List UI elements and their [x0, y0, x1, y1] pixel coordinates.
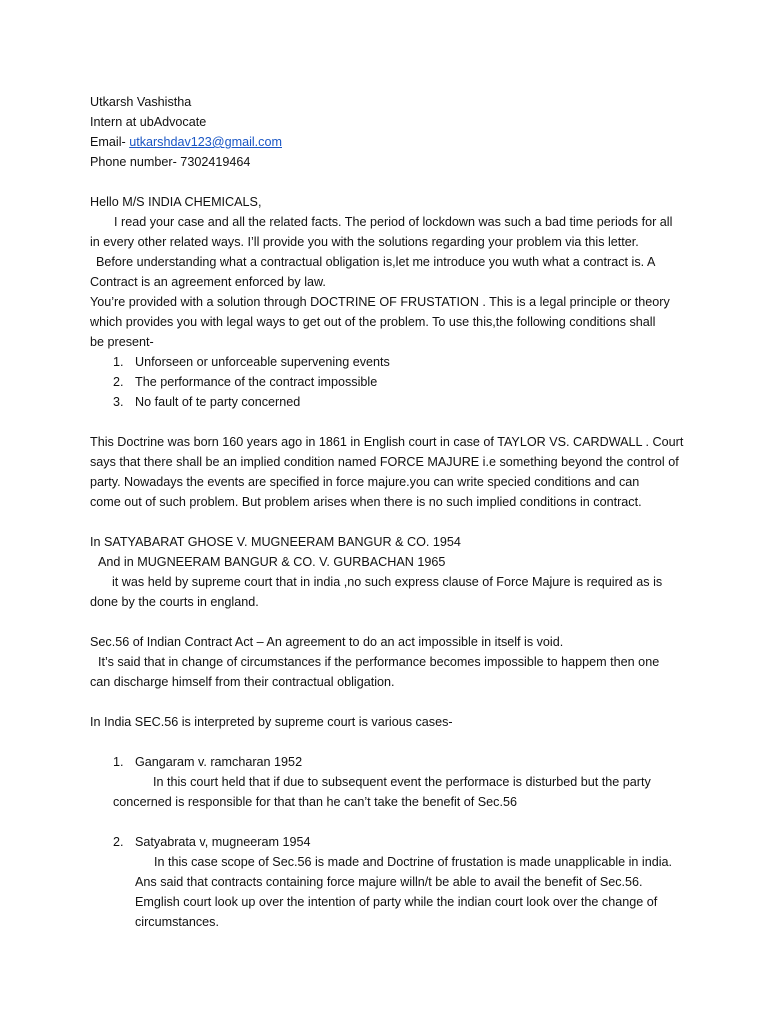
list-number: 2.	[113, 835, 124, 849]
doctrine-line: come out of such problem. But problem arises when there is no such implied conditions in contract.	[90, 495, 642, 509]
spacer	[90, 412, 690, 432]
spacer	[90, 512, 690, 532]
doctrine-line: party. Nowadays the events are specified in force majure.you can write specied conditions and can	[90, 475, 640, 489]
cases-line: done by the courts in england.	[90, 595, 259, 609]
case-title: Gangaram v. ramcharan 1952	[135, 755, 303, 769]
intro-line: You’re provided with a solution through DOCTRINE OF FRUSTATION . This is a legal principle or theory	[90, 295, 670, 309]
spacer	[90, 732, 690, 752]
sender-phone: Phone number- 7302419464	[90, 155, 251, 169]
intro-line: Contract is an agreement enforced by law.	[90, 275, 326, 289]
email-label: Email-	[90, 135, 130, 149]
list-text: Unforseen or unforceable supervening events	[135, 355, 390, 369]
case-text-line: In this case scope of Sec.56 is made and Doctrine of frustation is made unapplicable in india.	[154, 855, 673, 869]
list-number: 1.	[113, 355, 124, 369]
email-link[interactable]: utkarshdav123@gmail.com	[129, 135, 282, 149]
sec56-line: It’s said that in change of circumstances if the performance becomes impossible to happem then one	[98, 655, 660, 669]
list-number: 3.	[113, 395, 124, 409]
list-text: The performance of the contract impossible	[135, 375, 378, 389]
sender-name: Utkarsh Vashistha	[90, 95, 192, 109]
greeting: Hello M/S INDIA CHEMICALS,	[90, 195, 262, 209]
sec56-line: Sec.56 of Indian Contract Act – An agreement to do an act impossible in itself is void.	[90, 635, 564, 649]
doctrine-line: This Doctrine was born 160 years ago in 1861 in English court in case of TAYLOR VS. CARDWALL . Court	[90, 435, 684, 449]
interpret-line: In India SEC.56 is interpreted by supreme court is various cases-	[90, 715, 453, 729]
conditions-list	[90, 352, 690, 412]
case-list-item	[90, 752, 690, 772]
intro-line: which provides you with legal ways to get out of the problem. To use this,the following conditions shall	[90, 315, 656, 329]
list-item	[90, 392, 690, 412]
sender-email-line	[90, 132, 690, 152]
doctrine-line: says that there shall be an implied condition named FORCE MAJURE i.e something beyond the control of	[90, 455, 679, 469]
list-number: 1.	[113, 755, 124, 769]
intro-line: in every other related ways. I’ll provide you with the solutions regarding your problem via this letter.	[90, 235, 639, 249]
case-text-line: Emglish court look up over the intention of party while the indian court look over the change of	[135, 895, 658, 909]
sec56-line: can discharge himself from their contractual obligation.	[90, 675, 395, 689]
case-text-line: In this court held that if due to subsequent event the performace is disturbed but the party	[153, 775, 651, 789]
intro-line: Before understanding what a contractual obligation is,let me introduce you wuth what a contract is. A	[96, 255, 656, 269]
case-text-line: Ans said that contracts containing force majure willn/t be able to avail the benefit of Sec.56.	[135, 875, 643, 889]
intro-line: I read your case and all the related facts. The period of lockdown was such a bad time periods for all	[114, 215, 673, 229]
list-number: 2.	[113, 375, 124, 389]
spacer	[90, 812, 690, 832]
list-item	[90, 372, 690, 392]
spacer	[90, 692, 690, 712]
cases-line: In SATYABARAT GHOSE V. MUGNEERAM BANGUR & CO. 1954	[90, 535, 461, 549]
list-text: No fault of te party concerned	[135, 395, 301, 409]
spacer	[90, 172, 690, 192]
case-text-line: circumstances.	[135, 915, 219, 929]
sender-role: Intern at ubAdvocate	[90, 115, 207, 129]
spacer	[90, 612, 690, 632]
letter-document	[90, 92, 690, 932]
case-text-line: concerned is responsible for that than he can’t take the benefit of Sec.56	[113, 795, 517, 809]
cases-line: it was held by supreme court that in india ,no such express clause of Force Majure is required as is	[112, 575, 663, 589]
cases-line: And in MUGNEERAM BANGUR & CO. V. GURBACHAN 1965	[98, 555, 446, 569]
case-title: Satyabrata v, mugneeram 1954	[135, 835, 311, 849]
intro-line: be present-	[90, 335, 154, 349]
case-list-item	[90, 832, 690, 852]
list-item	[90, 352, 690, 372]
